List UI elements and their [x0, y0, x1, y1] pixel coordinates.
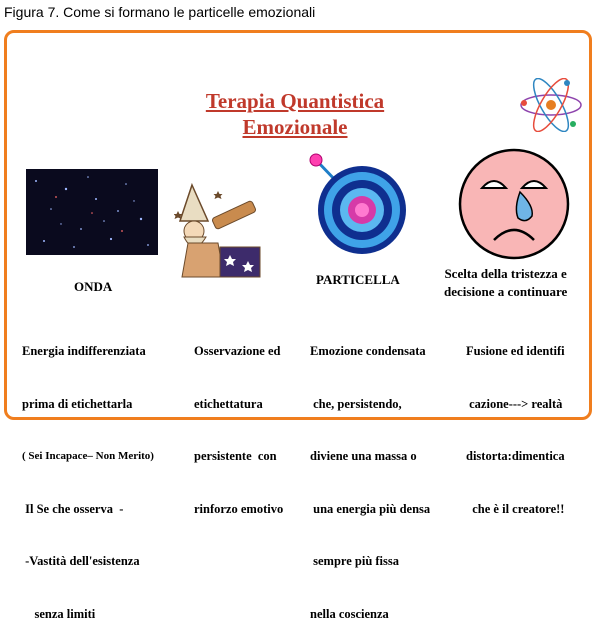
label-particella: PARTICELLA: [316, 272, 400, 287]
particella-line: diviene una massa o: [310, 449, 417, 463]
column-fusion-text: [466, 308, 565, 536]
starfield-image: [26, 169, 158, 255]
title-line-1: Terapia Quantistica: [205, 89, 385, 113]
title-line-2: Emozionale: [242, 115, 348, 139]
particella-line: una energia più densa: [310, 501, 431, 516]
figure-caption: Figura 7. Come si formano le particelle emozionali: [4, 4, 316, 20]
onda-line: Energia indifferenziata: [22, 344, 146, 358]
column-onda-text: [22, 308, 154, 641]
onda-line: Il Se che osserva -: [22, 501, 124, 516]
observation-line: etichettatura: [194, 396, 263, 411]
wizard-telescope-image: [174, 181, 272, 285]
label-scelta-line-1: Scelta della tristezza e: [444, 266, 567, 281]
particella-line: sempre più fissa: [310, 554, 400, 568]
sad-face-image: [456, 146, 574, 262]
onda-line: prima di etichettarla: [22, 396, 133, 411]
label-onda: ONDA: [74, 279, 113, 294]
column-particella-text: [310, 308, 430, 641]
observation-line: Osservazione ed: [194, 344, 281, 358]
column-observation-text: [194, 308, 283, 536]
fusion-line: Fusione ed identifi: [466, 344, 565, 358]
particella-line: nella coscienza: [310, 606, 389, 621]
onda-line: senza limiti: [22, 606, 96, 621]
observation-line: persistente con: [194, 449, 277, 463]
fusion-line: che è il creatore!!: [466, 501, 565, 516]
atom-icon: [515, 78, 587, 132]
particella-line: Emozione condensata: [310, 344, 426, 358]
onda-line: -Vastità dell'esistenza: [22, 554, 140, 568]
observation-line: rinforzo emotivo: [194, 501, 284, 516]
label-scelta-line-2: decisione a continuare: [444, 284, 568, 299]
particle-target-image: [306, 150, 416, 260]
label-scelta: [444, 265, 567, 301]
page-title: [200, 88, 390, 140]
fusion-line: distorta:dimentica: [466, 449, 565, 463]
particella-line: che, persistendo,: [310, 396, 402, 411]
onda-line: ( Sei Incapace– Non Merito): [22, 450, 154, 462]
fusion-line: cazione---> realtà: [466, 396, 563, 411]
